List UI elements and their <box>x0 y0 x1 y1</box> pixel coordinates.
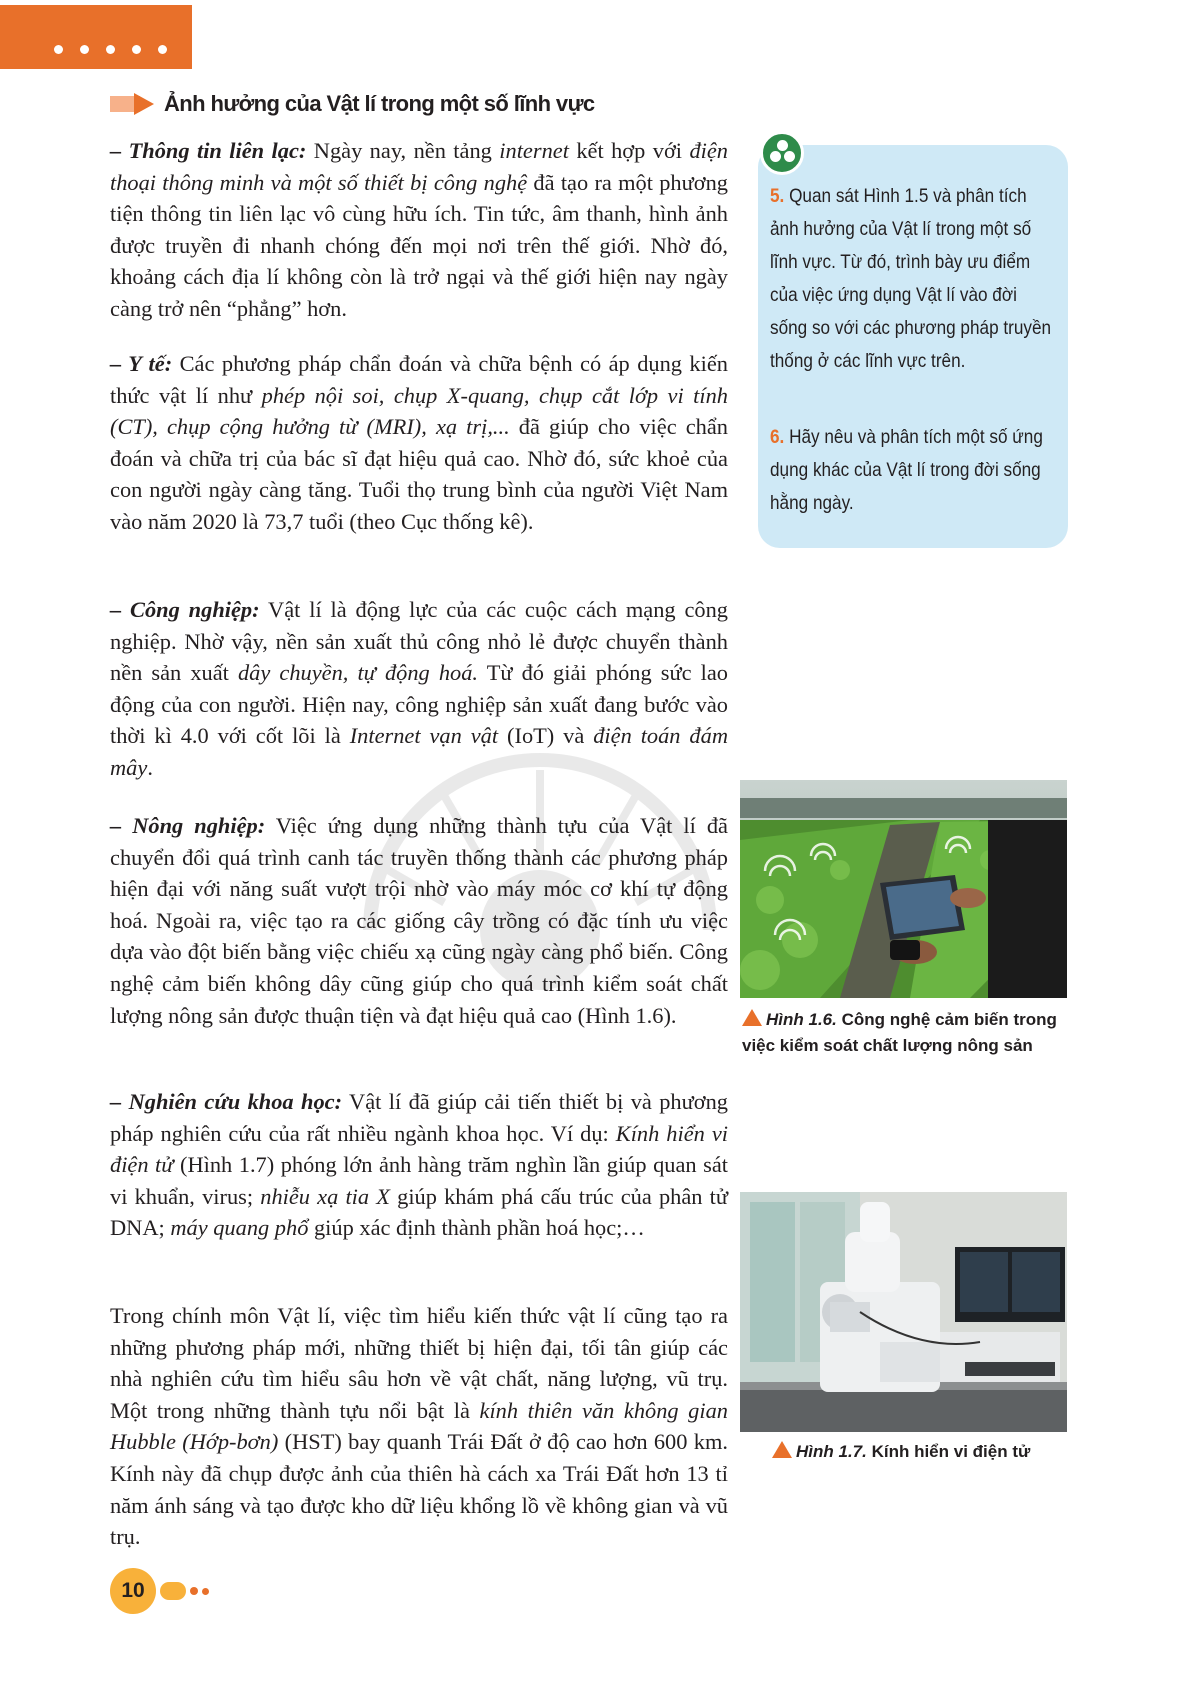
paragraph-medical <box>110 348 728 538</box>
italic-text: Internet vạn vật <box>349 723 499 749</box>
italic-text: kính thiên văn không gian Hubble (Hớp-bơn) <box>110 1397 728 1455</box>
label-medical: – Y tế: <box>110 351 173 376</box>
arrow-icon <box>110 93 156 115</box>
paragraph-industry <box>110 594 728 784</box>
section-heading <box>110 89 595 119</box>
paragraph-communication <box>110 135 728 325</box>
figure-1-7-image <box>740 1192 1067 1432</box>
triangle-icon <box>772 1441 792 1458</box>
text: Trong chính môn Vật lí, việc tìm hiểu kiến thức vật lí cũng tạo ra những phương pháp mới, những thiết bị hiện đại, tối tân giúp các nhà nghiên cứu tìm hiểu sâu hơn về vật chất, năng lượng, vũ trụ. Một trong những thành tựu nổi bật là <box>110 1303 728 1423</box>
label-industry: – Công nghiệp: <box>110 597 260 622</box>
figure-1-7-caption <box>772 1439 1092 1465</box>
figure-label: Hình 1.6. <box>766 1010 837 1029</box>
text: Các phương pháp chẩn đoán và chữa bệnh có áp dụng kiến thức vật lí như <box>110 351 728 408</box>
text: Ngày nay, nền tảng <box>306 138 500 163</box>
question-text: Quan sát Hình 1.5 và phân tích ảnh hưởng của Vật lí trong một số lĩnh vực. Từ đó, trình bày ưu điểm của việc ứng dụng Vật lí vào đời sống so với các phương pháp truyền thống ở các lĩnh vực trên. <box>770 185 1052 372</box>
question-icon <box>760 131 804 175</box>
text: (IoT) và <box>498 723 594 749</box>
text: kết hợp với <box>568 138 690 163</box>
italic-text: internet <box>499 138 569 163</box>
text: Từ đó giải phóng sức lao động của con người. Hiện nay, công nghiệp sản xuất đang bước vào thời kì 4.0 với cốt lõi là <box>110 660 728 749</box>
text: giúp khám phá cấu trúc của phân tử DNA; <box>110 1183 729 1241</box>
italic-text: phép nội soi, chụp X-quang, chụp cắt lớp vi tính (CT), chụp cộng hưởng từ (MRI), xạ trị,... <box>110 382 729 440</box>
italic-text: điện thoại thông minh và một số thiết bị công nghệ <box>110 138 728 195</box>
text: (Hình 1.7) phóng lớn ảnh hàng trăm nghìn lần giúp quan sát vi khuẩn, virus; <box>110 1152 728 1209</box>
text: đã tạo ra một phương tiện thông tin liên lạc vô cùng hữu ích. Tin tức, âm thanh, hình ảnh được truyền đi nhanh chóng đến mọi nơi trên thế giới. Nhờ đó, khoảng cách địa lí không còn là trở ngại và thế giới hiện nay ngày càng trở nên “phẳng” hơn. <box>110 169 728 321</box>
label-communication: – Thông tin liên lạc: <box>110 138 307 163</box>
top-corner-tab <box>0 5 192 69</box>
paragraph-physics-research <box>110 1300 728 1553</box>
italic-text: điện toán đám mây <box>110 723 728 780</box>
figure-1-6-caption <box>742 1007 1072 1059</box>
question-text: Hãy nêu và phân tích một số ứng dụng khác của Vật lí trong đời sống hằng ngày. <box>770 426 1043 514</box>
italic-text: nhiễu xạ tia X <box>260 1183 390 1209</box>
text: đã giúp cho việc chẩn đoán và chữa trị của bác sĩ đạt hiệu quả cao. Nhờ đó, sức khoẻ của con người ngày càng tăng. Tuổi thọ trung bình của người Việt Nam vào năm 2020 là 73,7 tuổi (theo Cục thống kê). <box>110 414 728 534</box>
question-number: 5. <box>770 185 785 207</box>
paragraph-research <box>110 1086 728 1244</box>
page-number-dots <box>160 1582 209 1600</box>
question-5 <box>770 180 1053 378</box>
figure-label: Hình 1.7. <box>796 1442 867 1461</box>
question-number: 6. <box>770 426 785 448</box>
page-number: 10 <box>110 1568 156 1614</box>
italic-text: máy quang phổ <box>170 1215 309 1241</box>
paragraph-agriculture <box>110 810 728 1031</box>
italic-text: Kính hiển vi điện tử <box>110 1120 728 1178</box>
figure-caption-text: Công nghệ cảm biến trong việc kiểm soát chất lượng nông sản <box>742 1010 1057 1055</box>
text: (HST) bay quanh Trái Đất ở độ cao hơn 600 km. Kính này đã chụp được ảnh của thiên hà cách xa Trái Đất hơn 13 tỉ năm ánh sáng và tạo được kho dữ liệu khổng lồ về không gian và vũ trụ. <box>110 1429 728 1550</box>
label-research: – Nghiên cứu khoa học: <box>110 1089 343 1114</box>
triangle-icon <box>742 1009 762 1026</box>
question-6 <box>770 421 1053 520</box>
italic-text: dây chuyền, tự động hoá. <box>237 660 479 686</box>
figure-caption-text: Kính hiển vi điện tử <box>866 1442 1031 1461</box>
text: . <box>147 754 153 780</box>
figure-1-6-image <box>740 780 1067 998</box>
section-title: Ảnh hưởng của Vật lí trong một số lĩnh vực <box>164 91 595 116</box>
text: giúp xác định thành phần hoá học;… <box>308 1215 645 1241</box>
text: Vật lí là động lực của các cuộc cách mạng công nghiệp. Nhờ vậy, nền sản xuất thủ công nhỏ lẻ được chuyển thành nền sản xuất <box>110 597 728 686</box>
text: Việc ứng dụng những thành tựu của Vật lí đã chuyển đổi quá trình canh tác truyền thống thành các phương pháp hiện đại với năng suất vượt trội nhờ vào máy móc cơ khí tự động hoá. Ngoài ra, việc tạo ra các giống cây trồng có đặc tính ưu việc dựa vào đột biến bằng việc chiếu xạ cũng ngày càng phổ biến. Công nghệ cảm biến không dây cũng giúp cho quá trình kiểm soát chất lượng nông sản được thuận tiện và đạt hiệu quả cao (Hình 1.6). <box>110 813 728 1028</box>
text: Vật lí đã giúp cải tiến thiết bị và phương pháp nghiên cứu của rất nhiều ngành khoa học. Ví dụ: <box>110 1089 728 1146</box>
label-agriculture: – Nông nghiệp: <box>110 813 266 838</box>
decorative-dots <box>54 45 167 54</box>
